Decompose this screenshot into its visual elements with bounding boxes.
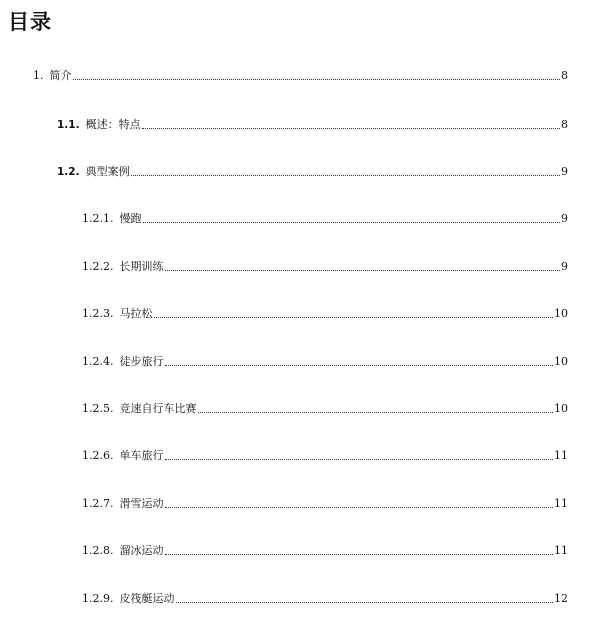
- dot-leader: [165, 507, 554, 508]
- toc-entry-1-2-5[interactable]: [82, 400, 568, 416]
- toc-entry-1-2-7[interactable]: [82, 495, 568, 511]
- toc-entry-1-2-4[interactable]: [82, 353, 568, 369]
- section-number: 1.2.6.: [82, 449, 114, 462]
- section-title: 概述：特点: [85, 118, 141, 131]
- section-number: 1.1.: [57, 119, 80, 131]
- toc-entry-1-2-6[interactable]: [82, 447, 568, 463]
- section-title: 简介: [49, 69, 72, 82]
- page-number: 11: [554, 497, 568, 510]
- dot-leader: [143, 222, 561, 223]
- page-number: 11: [554, 544, 568, 557]
- dot-leader: [198, 412, 554, 413]
- page-number: 8: [561, 69, 568, 82]
- section-title: 慢跑: [119, 212, 142, 225]
- dot-leader: [165, 459, 554, 460]
- section-title: 典型案例: [85, 165, 130, 178]
- section-number: 1.2.4.: [82, 355, 114, 368]
- page-number: 8: [561, 118, 568, 131]
- section-title: 滑雪运动: [119, 497, 164, 510]
- dot-leader: [131, 175, 560, 176]
- dot-leader: [73, 79, 561, 80]
- page-number: 10: [554, 307, 568, 320]
- section-title: 长期训练: [119, 260, 164, 273]
- toc-entry-1[interactable]: [33, 67, 568, 83]
- page-number: 11: [554, 449, 568, 462]
- toc-entry-1-2-9[interactable]: [82, 590, 568, 606]
- toc-entry-1-2-3[interactable]: [82, 305, 568, 321]
- page-number: 9: [561, 260, 568, 273]
- dot-leader: [142, 128, 560, 129]
- toc-entry-1-2-8[interactable]: [82, 542, 568, 558]
- section-number: 1.2.3.: [82, 307, 114, 320]
- section-title: 马拉松: [119, 307, 153, 320]
- toc-entry-1-2-1[interactable]: [82, 210, 568, 226]
- page-number: 9: [561, 212, 568, 225]
- section-number: 1.2.2.: [82, 260, 114, 273]
- section-number: 1.2.8.: [82, 544, 114, 557]
- section-title: 皮筏艇运动: [119, 592, 175, 605]
- section-title: 竞速自行车比赛: [119, 402, 197, 415]
- section-number: 1.2.1.: [82, 212, 114, 225]
- dot-leader: [165, 365, 554, 366]
- section-number: 1.2.7.: [82, 497, 114, 510]
- section-title: 单车旅行: [119, 449, 164, 462]
- dot-leader: [176, 602, 554, 603]
- section-number: 1.2.: [57, 166, 80, 178]
- section-title: 溜冰运动: [119, 544, 164, 557]
- page-number: 12: [554, 592, 568, 605]
- section-number: 1.2.9.: [82, 592, 114, 605]
- toc-entry-1-2-2[interactable]: [82, 258, 568, 274]
- toc-entry-1-1[interactable]: [57, 116, 568, 132]
- page-number: 10: [554, 402, 568, 415]
- dot-leader: [165, 554, 554, 555]
- page-number: 9: [561, 165, 568, 178]
- dot-leader: [165, 270, 561, 271]
- page-number: 10: [554, 355, 568, 368]
- section-title: 徒步旅行: [119, 355, 164, 368]
- toc-title: 目录: [8, 10, 52, 34]
- dot-leader: [154, 317, 554, 318]
- toc-entry-1-2[interactable]: [57, 163, 568, 179]
- section-number: 1.: [33, 69, 44, 82]
- section-number: 1.2.5.: [82, 402, 114, 415]
